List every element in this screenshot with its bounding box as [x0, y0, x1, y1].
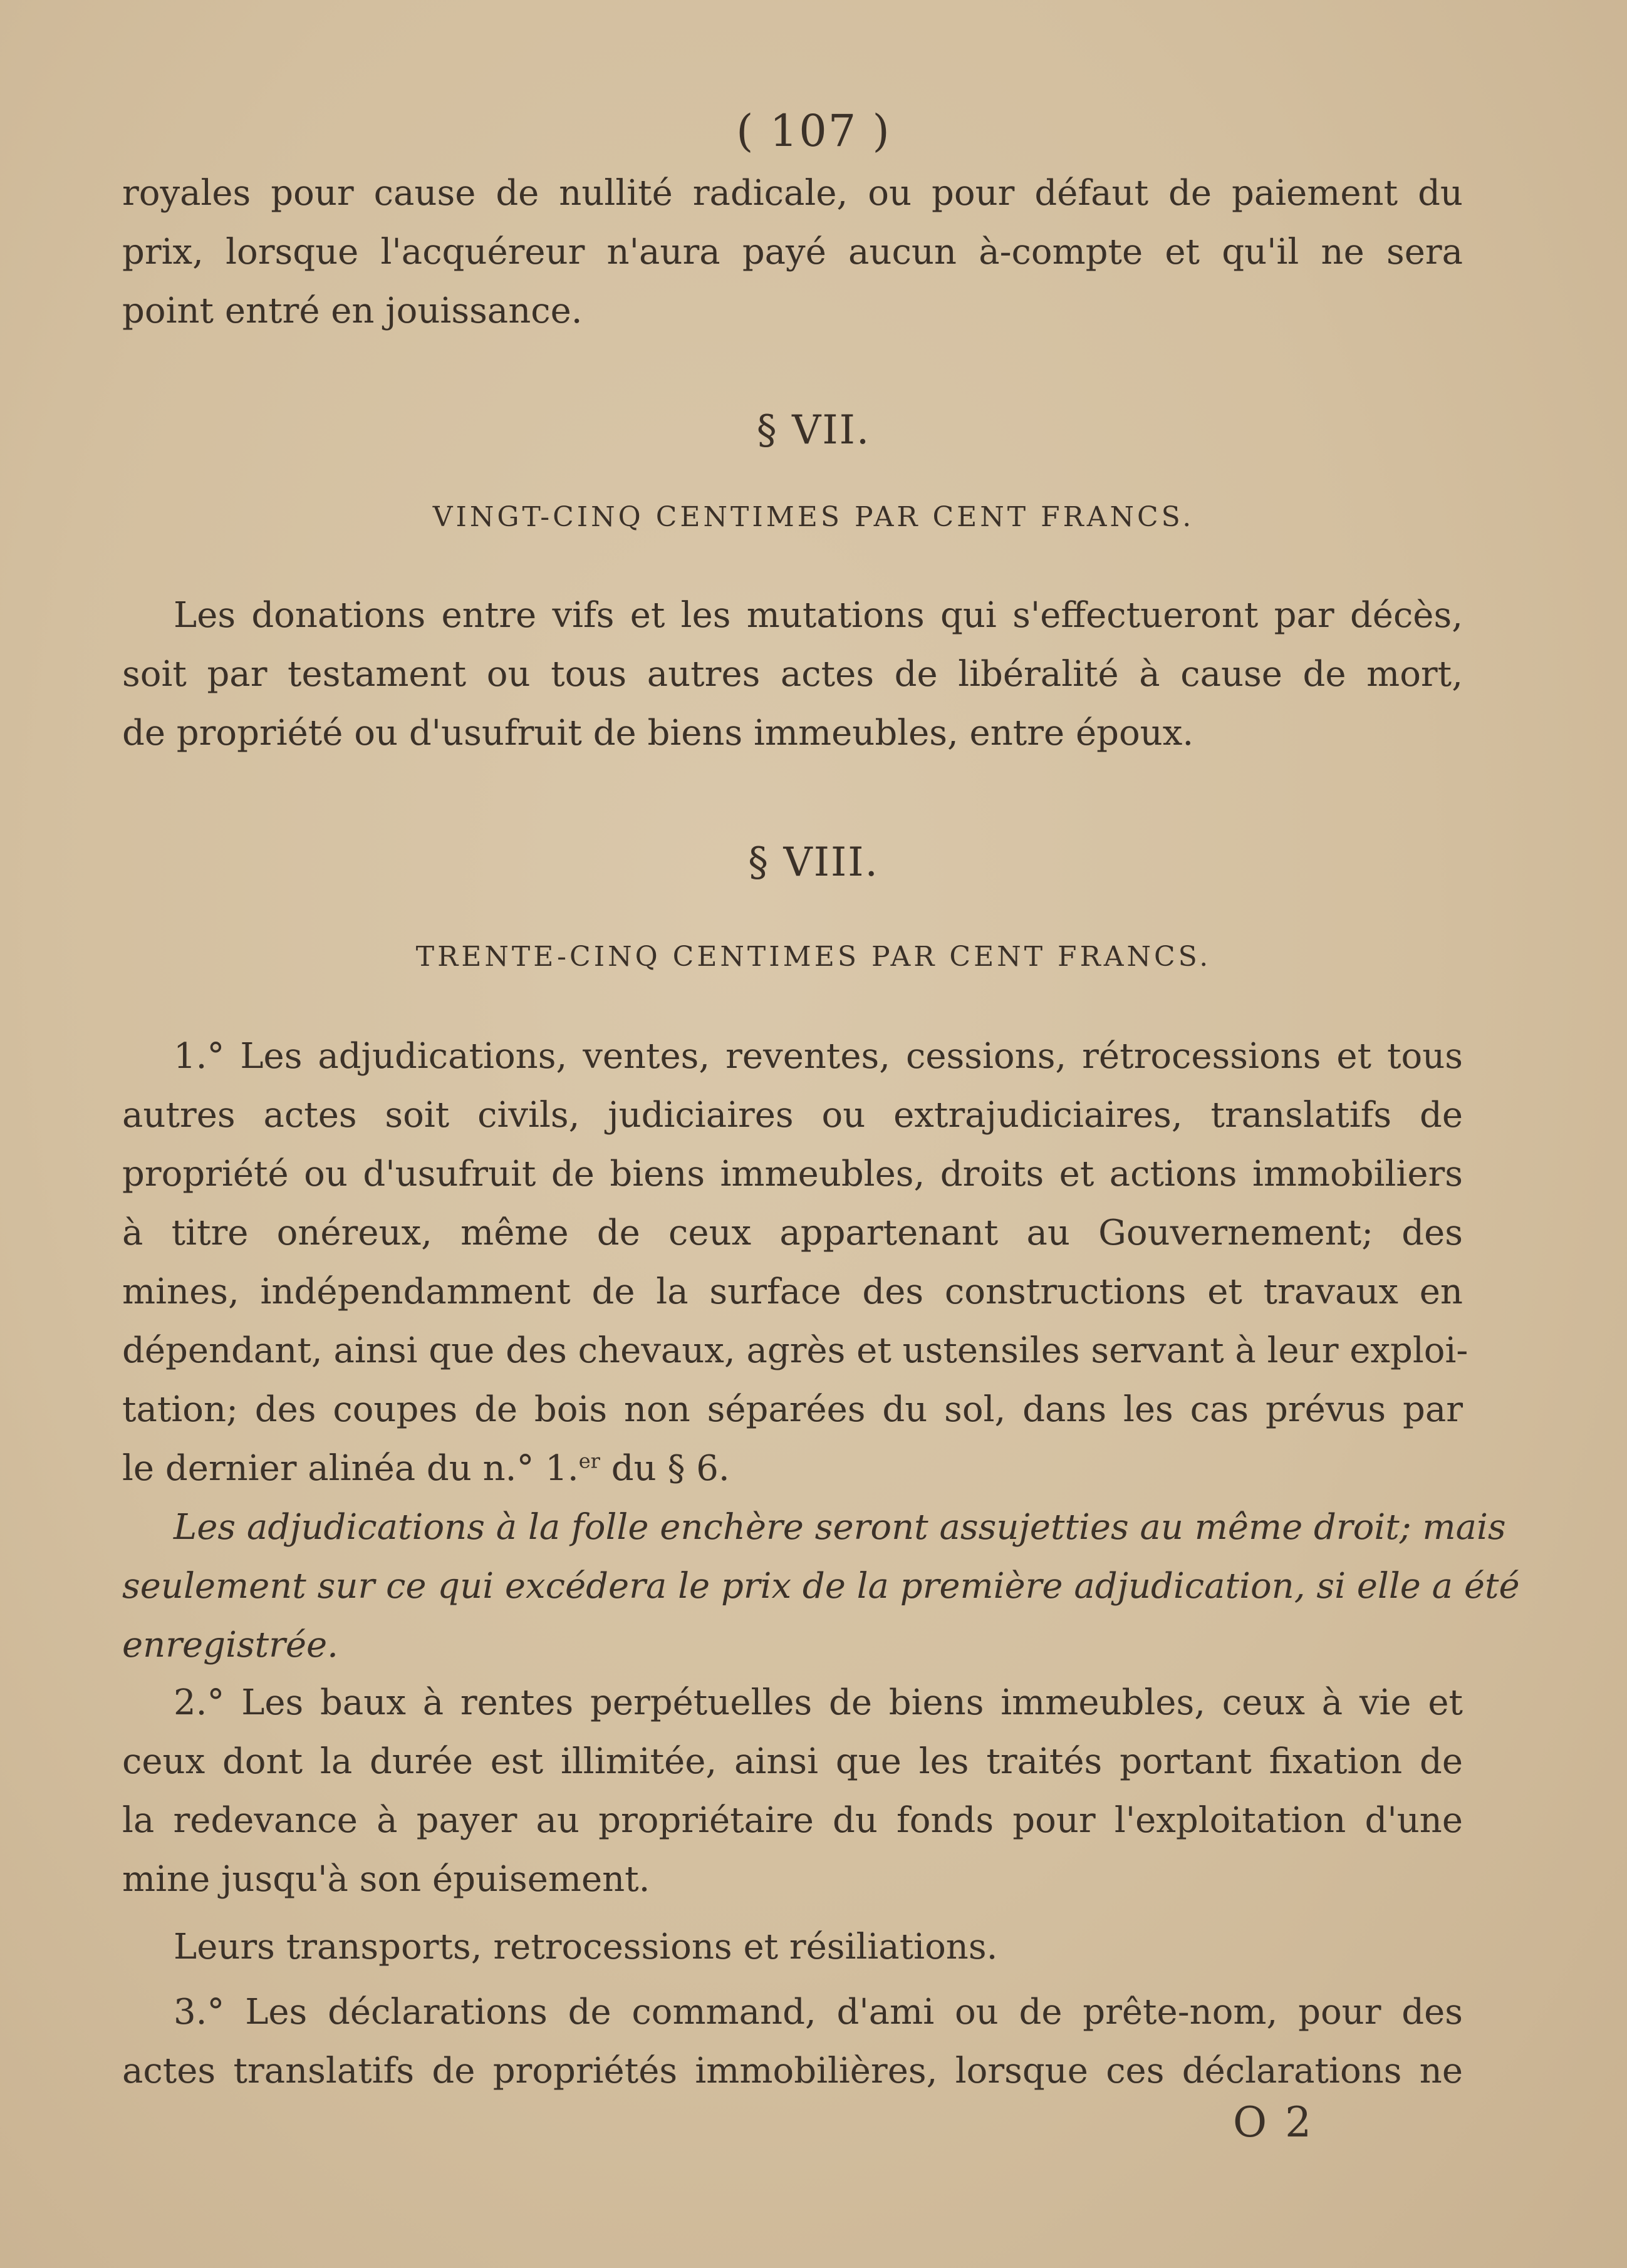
text-line: prix, lorsque l'acquéreur n'aura payé aucun à-compte et qu'il ne sera: [122, 232, 1463, 272]
text-line: mine jusqu'à son épuisement.: [122, 1859, 650, 1900]
text-line: Les donations entre vifs et les mutations qui s'effectueront par décès,: [174, 595, 1463, 636]
section-8-paragraph-2: [122, 1674, 1463, 1909]
text-line: seulement sur ce qui excédera le prix de la première adjudication, si elle a été: [122, 1566, 1520, 1607]
section-8-title: § VIII.: [748, 839, 879, 886]
text-fragment: le dernier alinéa du n.° 1.: [122, 1448, 579, 1489]
text-line: Leurs transports, retrocessions et résiliations.: [174, 1927, 998, 1967]
text-line: 3.° Les déclarations de command, d'ami ou de prête-nom, pour des: [174, 1992, 1463, 2032]
section-7-paragraph: [122, 586, 1463, 763]
text-line: point entré en jouissance.: [122, 291, 583, 331]
text-line: à titre onéreux, même de ceux appartenant au Gouvernement; des: [122, 1213, 1463, 1253]
section-8-paragraph-1: [122, 1027, 1468, 1498]
text-line: [122, 1439, 1463, 1498]
section-8-paragraph-4: [122, 1983, 1463, 2101]
text-line: soit par testament ou tous autres actes de libéralité à cause de mort,: [122, 654, 1463, 695]
text-line: la redevance à payer au propriétaire du fonds pour l'exploitation d'une: [122, 1800, 1463, 1841]
signature-mark: O 2: [1233, 2098, 1314, 2146]
text-line: Les adjudications à la folle enchère seront assujetties au même droit; mais: [174, 1507, 1506, 1548]
text-line: enregistrée.: [122, 1625, 338, 1665]
section-8-italic-note: [122, 1498, 1520, 1675]
text-line: mines, indépendamment de la surface des constructions et travaux en: [122, 1271, 1463, 1312]
text-line: propriété ou d'usufruit de biens immeubles, droits et actions immobiliers: [122, 1154, 1463, 1194]
text-line: dépendant, ainsi que des chevaux, agrès et ustensiles servant à leur exploi-: [122, 1330, 1468, 1371]
section-8-subtitle: TRENTE-CINQ CENTIMES PAR CENT FRANCS.: [415, 941, 1212, 973]
superscript: er: [578, 1449, 600, 1473]
text-line: 1.° Les adjudications, ventes, reventes, cessions, rétrocessions et tous: [174, 1036, 1463, 1077]
text-line: tation; des coupes de bois non séparées du sol, dans les cas prévus par: [122, 1389, 1463, 1430]
section-7-subtitle: VINGT-CINQ CENTIMES PAR CENT FRANCS.: [432, 501, 1195, 533]
section-7-title: § VII.: [756, 407, 871, 453]
section-8-paragraph-3: [122, 1918, 1463, 1977]
text-line: autres actes soit civils, judiciaires ou extrajudiciaires, translatifs de: [122, 1095, 1463, 1136]
text-line: 2.° Les baux à rentes perpétuelles de biens immeubles, ceux à vie et: [174, 1682, 1463, 1723]
text-line: de propriété ou d'usufruit de biens immeubles, entre époux.: [122, 713, 1194, 753]
page-number: ( 107 ): [736, 105, 891, 157]
intro-paragraph: [122, 164, 1463, 341]
text-line: actes translatifs de propriétés immobilières, lorsque ces déclarations ne: [122, 2051, 1463, 2091]
text-line: royales pour cause de nullité radicale, ou pour défaut de paiement du: [122, 173, 1463, 214]
text-line: ceux dont la durée est illimitée, ainsi que les traités portant fixation de: [122, 1741, 1463, 1782]
text-fragment: du § 6.: [600, 1448, 730, 1489]
